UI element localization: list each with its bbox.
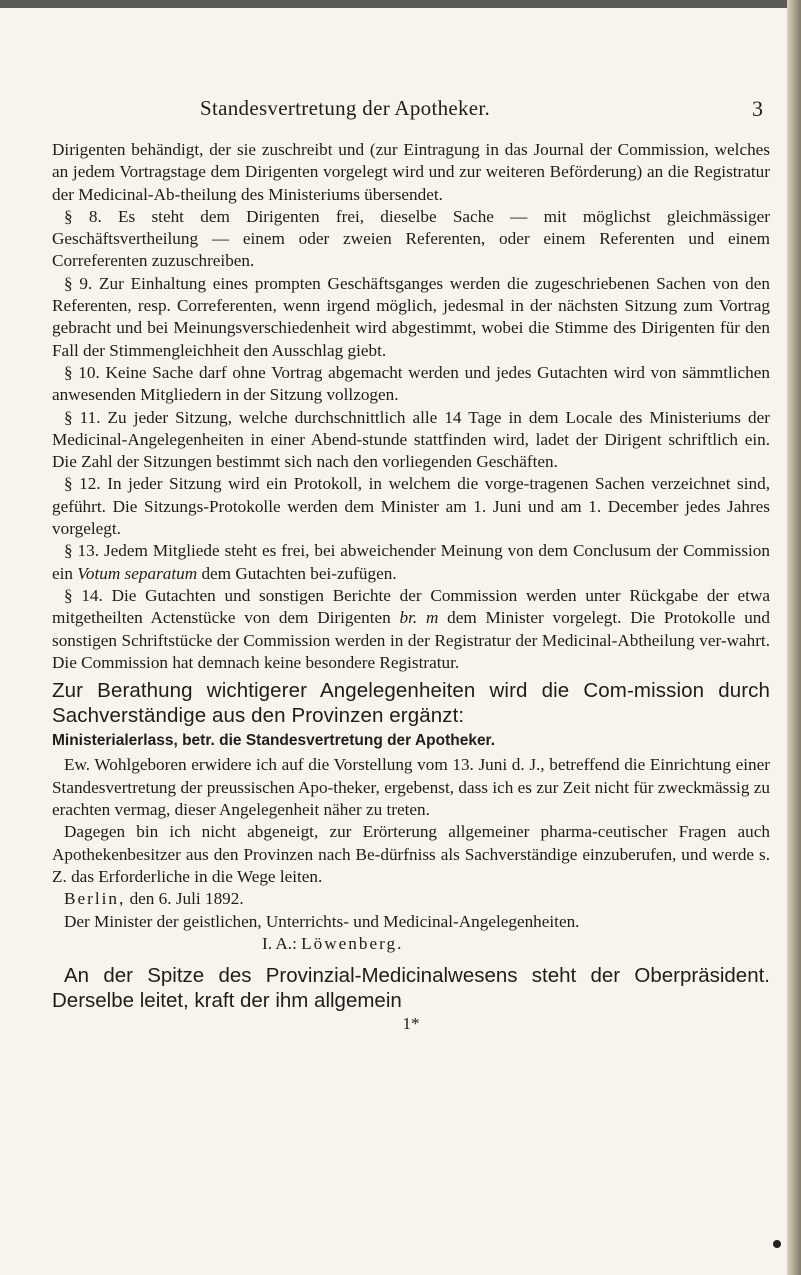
- page-number: 3: [752, 96, 763, 121]
- text-run: § 14. Die Gutachten und sonstigen Berichte der Commission werden unter Rückgabe der etwa mitgetheilten Actenstücke von dem Dirigenten: [52, 585, 770, 628]
- closing-paragraph: An der Spitze des Provinzial-Medicinalwesens steht der Oberpräsident. Derselbe leitet, kraft der ihm allgemein: [52, 964, 770, 1013]
- page-edge: [787, 0, 801, 1275]
- signature-name: Löwenberg.: [301, 933, 404, 953]
- decree-minister: Der Minister der geistlichen, Unterrichts- und Medicinal-Angelegenheiten.: [64, 911, 580, 931]
- ink-spot: [773, 1240, 781, 1248]
- section-heading: Zur Berathung wichtigerer Angelegenheiten wird die Com-mission durch Sachverständige aus den Provinzen ergänzt:: [52, 679, 770, 728]
- page-header: [0, 96, 787, 126]
- paragraph-section-9: § 9. Zur Einhaltung eines prompten Geschäftsganges werden die zugeschriebenen Sachen von den Referenten, resp. Correferenten, wenn irgend möglich, jedesmal in der nächsten Sitzung zum Vortrag gebracht und bei Meinungsverschiedenheit wird abgestimmt, wobei die Stimme des Dirigenten für den Fall der Stimmengleichheit den Ausschlag giebt.: [52, 273, 770, 360]
- italic-term: Votum separatum: [77, 563, 198, 583]
- decree-city: Berlin,: [64, 889, 126, 909]
- paragraph-section-11: § 11. Zu jeder Sitzung, welche durchschnittlich alle 14 Tage in dem Locale des Ministeriums der Medicinal-Angelegenheiten in einer Abend-stunde stattfinden wird, ladet der Dirigent schriftlich ein. Die Zahl der Sitzungen bestimmt sich nach den vorliegenden Geschäften.: [52, 407, 770, 472]
- running-head: Standesvertretung der Apotheker.: [200, 96, 491, 120]
- decree-signature: [52, 933, 770, 955]
- paragraph-section-10: § 10. Keine Sache darf ohne Vortrag abgemacht werden und jedes Gutachten wird von sämmtlichen anwesenden Mitgliedern in der Sitzung vollzogen.: [52, 362, 770, 405]
- page-body: [52, 139, 770, 1035]
- paragraph-section-12: § 12. In jeder Sitzung wird ein Protokoll, in welchem die vorge-tragenen Sachen verzeichnet sind, geführt. Die Sitzungs-Protokolle werden dem Minister am 1. Juni und am 1. December jedes Jahres vorgelegt.: [52, 474, 770, 539]
- top-border: [0, 0, 801, 8]
- decree-title: Ministerialerlass, betr. die Standesvertretung der Apotheker.: [52, 732, 496, 750]
- decree-date: den 6. Juli 1892.: [125, 889, 244, 909]
- decree-paragraph-1: Ew. Wohlgeboren erwidere ich auf die Vorstellung vom 13. Juni d. J., betreffend die Einrichtung einer Standesvertretung der preussischen Apo-theker, ergebenst, dass ich es zur Zeit nicht für zweckmässig zu erachten vermag, dieser Angelegenheit näher zu treten.: [52, 755, 770, 820]
- paragraph-section-14: [52, 585, 770, 674]
- sheet-signature-mark: 1*: [402, 1014, 420, 1034]
- paragraph-continued: Dirigenten behändigt, der sie zuschreibt und (zur Eintragung in das Journal der Commission, welches an jedem Vortragstage dem Dirigenten vorgelegt wird und zur weiteren Beförderung) an die Registratur der Medicinal-Ab-theilung des Ministeriums übersendet.: [52, 140, 770, 204]
- decree-place-date: [52, 888, 770, 910]
- italic-abbreviation: br. m: [399, 608, 439, 628]
- signature-prefix: I. A.:: [262, 933, 302, 953]
- text-run: dem Gutachten bei-zufügen.: [197, 563, 397, 583]
- text-run: dem Minister vorgelegt. Die Protokolle und sonstigen Schriftstücke der Commission werden in der Registratur der Medicinal-Abtheilung ver-wahrt. Die Commission hat demnach keine besondere Registratur.: [52, 608, 770, 672]
- paragraph-section-8: § 8. Es steht dem Dirigenten frei, dieselbe Sache — mit möglichst gleichmässiger Geschäftsvertheilung — einem oder zweien Referenten, oder einem Referenten und einem Correferenten zuzuschreiben.: [52, 206, 770, 271]
- paragraph-section-13: [52, 540, 770, 585]
- text-run: § 13. Jedem Mitgliede steht es frei, bei abweichender Meinung von dem Conclusum der Commission ein: [52, 541, 770, 583]
- decree-paragraph-2: Dagegen bin ich nicht abgeneigt, zur Erörterung allgemeiner pharma-ceutischer Fragen auch Apothekenbesitzer aus den Provinzen nach Be-dürfniss als Sachverständige einzuberufen, und werde s. Z. das Erforderliche in die Wege leiten.: [52, 822, 770, 886]
